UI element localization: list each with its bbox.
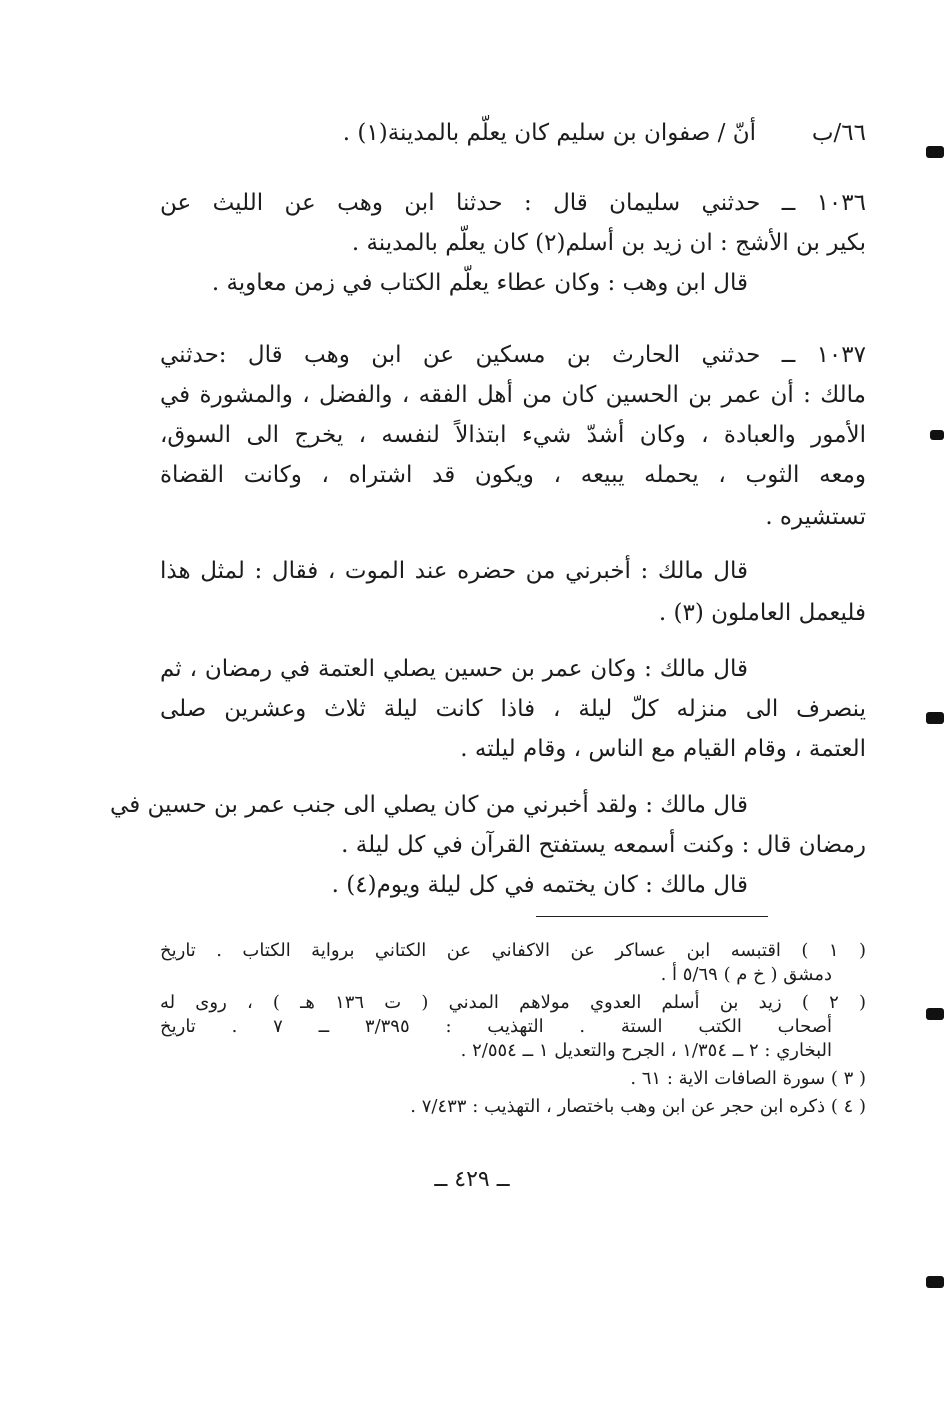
paragraph-1037-line-5: تستشيره . — [765, 504, 866, 530]
paragraph-1036-line-1: ١٠٣٦ ــ حدثني سليمان قال : حدثنا ابن وهب عن الليث عن — [160, 190, 866, 216]
footnote-2-line-3: البخاري : ٢ ــ ١/٣٥٤ ، الجرح والتعديل ١ ــ ٢/٥٥٤ . — [460, 1040, 832, 1061]
binding-mark — [926, 146, 944, 158]
footnote-1-line-2: دمشق ( خ م ) ٥/٦٩ أ . — [660, 964, 832, 985]
footnote-1-line-1: ( ١ ) اقتبسه ابن عساكر عن الاكفاني عن الكتاني برواية الكتاب . تاريخ — [160, 940, 867, 961]
page-number: ــ ٤٢٩ ــ — [434, 1167, 510, 1192]
paragraph-1036-line-3: قال ابن وهب : وكان عطاء يعلّم الكتاب في زمن معاوية . — [211, 270, 748, 296]
footnote-3: ( ٣ ) سورة الصافات الاية : ٦١ . — [630, 1068, 866, 1089]
paragraph-quran-line-3: قال مالك : كان يختمه في كل ليلة ويوم(٤) . — [331, 872, 748, 898]
paragraph-quran-line-2: رمضان قال : وكنت أسمعه يستفتح القرآن في كل ليلة . — [341, 832, 866, 858]
footnote-2-line-2: أصحاب الكتب الستة . التهذيب : ٣/٣٩٥ ــ ٧ . تاريخ — [160, 1016, 832, 1037]
paragraph-quote-line-1: قال مالك : أخبرني من حضره عند الموت ، فقال : لمثل هذا — [160, 558, 748, 584]
paragraph-1037-line-2: مالك : أن عمر بن الحسين كان من أهل الفقه ، والفضل ، والمشورة في — [160, 382, 866, 408]
paragraph-quran-line-1: قال مالك : ولقد أخبرني من كان يصلي الى جنب عمر بن حسين في — [110, 792, 748, 818]
footnote-2-line-1: ( ٢ ) زيد بن أسلم العدوي مولاهم المدني ( ت ١٣٦ هـ ) ، روى له — [160, 992, 866, 1013]
paragraph-1037-line-1: ١٠٣٧ ــ حدثني الحارث بن مسكين عن ابن وهب قال :حدثني — [160, 342, 866, 368]
paragraph-ramadan-line-3: العتمة ، وقام القيام مع الناس ، وقام ليلته . — [460, 736, 866, 762]
binding-mark — [930, 430, 944, 440]
binding-mark — [926, 1008, 944, 1020]
paragraph-1037-line-4: ومعه الثوب ، يحمله يبيعه ، ويكون قد اشتراه ، وكانت القضاة — [160, 462, 866, 488]
footnote-separator — [536, 916, 768, 917]
binding-mark — [926, 1276, 944, 1288]
header-line: أنّ / صفوان بن سليم كان يعلّم بالمدينة(١) . — [342, 120, 756, 146]
paragraph-1037-line-3: الأمور والعبادة ، وكان أشدّ شيء ابتذالاً لنفسه ، يخرج الى السوق، — [160, 422, 866, 448]
paragraph-ramadan-line-2: ينصرف الى منزله كلّ ليلة ، فاذا كانت ليلة ثلاث وعشرين صلى — [160, 696, 866, 722]
paragraph-1036-line-2: بكير بن الأشج : ان زيد بن أسلم(٢) كان يعلّم بالمدينة . — [351, 230, 866, 256]
manuscript-folio-note: ٦٦/ب — [811, 120, 866, 146]
binding-mark — [926, 712, 944, 724]
paragraph-ramadan-line-1: قال مالك : وكان عمر بن حسين يصلي العتمة في رمضان ، ثم — [160, 656, 748, 682]
paragraph-quote-line-2: فليعمل العاملون (٣) . — [658, 600, 866, 626]
footnote-4: ( ٤ ) ذكره ابن حجر عن ابن وهب باختصار ، التهذيب : ٧/٤٣٣ . — [410, 1096, 866, 1117]
